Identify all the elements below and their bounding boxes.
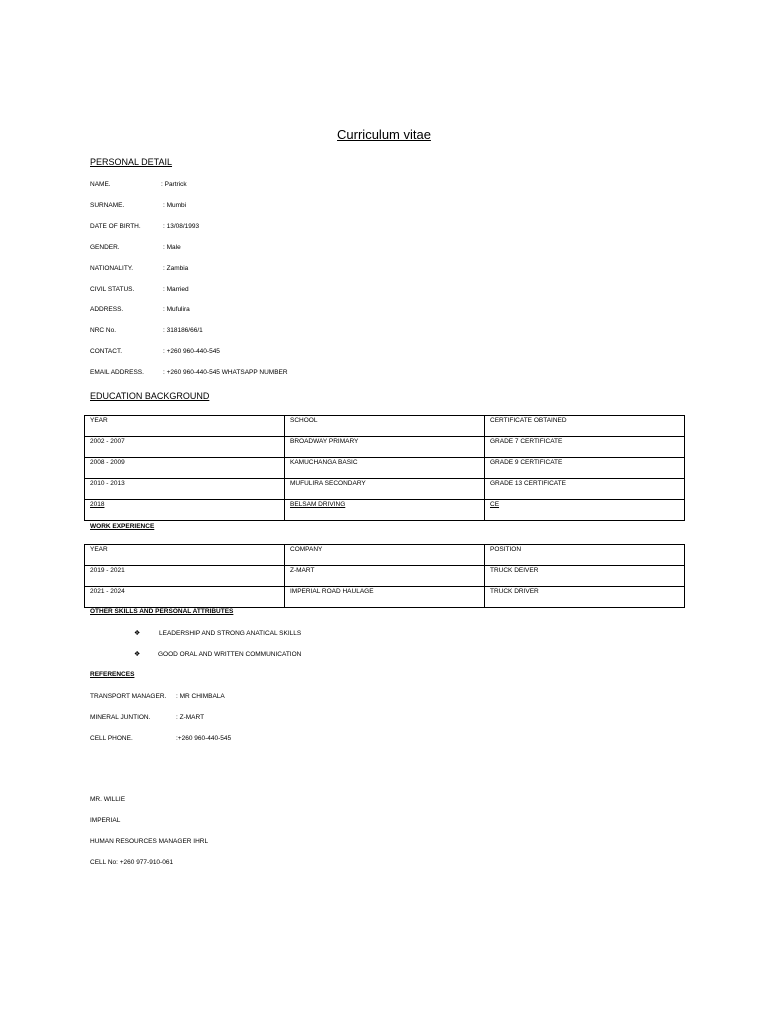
table-header-cell: COMPANY bbox=[285, 545, 485, 566]
reference-name: MR. WILLIE bbox=[90, 796, 126, 803]
field-value: : Z-MART bbox=[176, 714, 205, 721]
table-cell: GRADE 9 CERTIFICATE bbox=[485, 458, 685, 479]
cell-text: CE bbox=[490, 501, 500, 508]
field-value: : Male bbox=[163, 244, 181, 251]
table-header-cell: CERTIFICATE OBTAINED bbox=[485, 416, 685, 437]
field-value: :+260 960-440-545 bbox=[176, 735, 232, 742]
table-cell bbox=[285, 500, 485, 521]
field-label: EMAIL ADDRESS. bbox=[90, 369, 144, 376]
table-cell: Z-MART bbox=[285, 566, 485, 587]
field-value: : Zambia bbox=[163, 265, 189, 272]
field-label: CELL PHONE. bbox=[90, 735, 133, 742]
field-label: MINERAL JUNTION. bbox=[90, 714, 151, 721]
table-header-row bbox=[85, 416, 685, 437]
table-cell: 2021 - 2024 bbox=[85, 587, 285, 608]
field-label: CIVIL STATUS. bbox=[90, 286, 135, 293]
table-cell: GRADE 7 CERTIFICATE bbox=[485, 437, 685, 458]
field-value: : Mumbi bbox=[163, 202, 187, 209]
field-label: NAME. bbox=[90, 181, 111, 188]
table-row bbox=[85, 500, 685, 521]
table-row bbox=[85, 566, 685, 587]
skill-text: GOOD ORAL AND WRITTEN COMMUNICATION bbox=[158, 651, 302, 658]
reference-title: HUMAN RESOURCES MANAGER IHRL bbox=[90, 838, 209, 845]
field-value: : +260 960-440-545 bbox=[163, 348, 220, 355]
skill-text: LEADERSHIP AND STRONG ANATICAL SKILLS bbox=[159, 630, 302, 637]
field-value: : Partrick bbox=[161, 181, 187, 188]
cell-text: BELSAM DRIVING bbox=[290, 501, 346, 508]
table-row bbox=[85, 437, 685, 458]
table-row bbox=[85, 458, 685, 479]
reference-company: IMPERIAL bbox=[90, 817, 121, 824]
personal-detail-heading: PERSONAL DETAIL bbox=[90, 157, 173, 167]
table-header-row bbox=[85, 545, 685, 566]
table-cell: MUFULIRA SECONDARY bbox=[285, 479, 485, 500]
field-value: : Married bbox=[163, 286, 189, 293]
diamond-bullet-icon: ❖ bbox=[134, 630, 141, 637]
cell-text: 2018 bbox=[90, 501, 105, 508]
table-header-cell: SCHOOL bbox=[285, 416, 485, 437]
field-value: : MR CHIMBALA bbox=[176, 693, 225, 700]
diamond-bullet-icon: ❖ bbox=[134, 651, 141, 658]
field-label: CONTACT. bbox=[90, 348, 123, 355]
reference-cell: CELL No: +260 977-910-061 bbox=[90, 859, 174, 866]
work-table bbox=[84, 544, 685, 608]
skill-item bbox=[134, 650, 434, 660]
table-row bbox=[85, 479, 685, 500]
field-label: TRANSPORT MANAGER. bbox=[90, 693, 167, 700]
field-value: : +260 960-440-545 WHATSAPP NUMBER bbox=[163, 369, 288, 376]
education-heading: EDUCATION BACKGROUND bbox=[90, 391, 210, 401]
skill-item bbox=[134, 629, 434, 639]
table-cell bbox=[85, 500, 285, 521]
table-cell bbox=[485, 500, 685, 521]
table-header-cell: YEAR bbox=[85, 416, 285, 437]
field-label: SURNAME. bbox=[90, 202, 125, 209]
table-cell: BROADWAY PRIMARY bbox=[285, 437, 485, 458]
work-experience-heading: WORK EXPERIENCE bbox=[90, 523, 155, 530]
table-cell: 2002 - 2007 bbox=[85, 437, 285, 458]
table-cell: TRUCK DRIVER bbox=[485, 587, 685, 608]
table-cell: IMPERIAL ROAD HAULAGE bbox=[285, 587, 485, 608]
table-cell: GRADE 13 CERTIFICATE bbox=[485, 479, 685, 500]
field-value: : Mufulira bbox=[163, 306, 190, 313]
field-value: : 318186/66/1 bbox=[163, 327, 203, 334]
table-header-cell: YEAR bbox=[85, 545, 285, 566]
field-label: NRC No. bbox=[90, 327, 117, 334]
table-row bbox=[85, 587, 685, 608]
table-cell: 2008 - 2009 bbox=[85, 458, 285, 479]
field-label: DATE OF BIRTH. bbox=[90, 223, 141, 230]
skills-heading: OTHER SKILLS AND PERSONAL ATTRIBUTES bbox=[90, 608, 234, 615]
field-label: NATIONALITY. bbox=[90, 265, 134, 272]
field-value: : 13/08/1993 bbox=[163, 223, 200, 230]
table-header-cell: POSITION bbox=[485, 545, 685, 566]
table-cell: 2019 - 2021 bbox=[85, 566, 285, 587]
references-heading: REFERENCES bbox=[90, 671, 135, 678]
table-cell: KAMUCHANGA BASIC bbox=[285, 458, 485, 479]
education-table bbox=[84, 415, 685, 521]
field-label: GENDER. bbox=[90, 244, 120, 251]
table-cell: TRUCK DEIVER bbox=[485, 566, 685, 587]
table-cell: 2010 - 2013 bbox=[85, 479, 285, 500]
field-label: ADDRESS. bbox=[90, 306, 124, 313]
document-title: Curriculum vitae bbox=[337, 127, 431, 142]
